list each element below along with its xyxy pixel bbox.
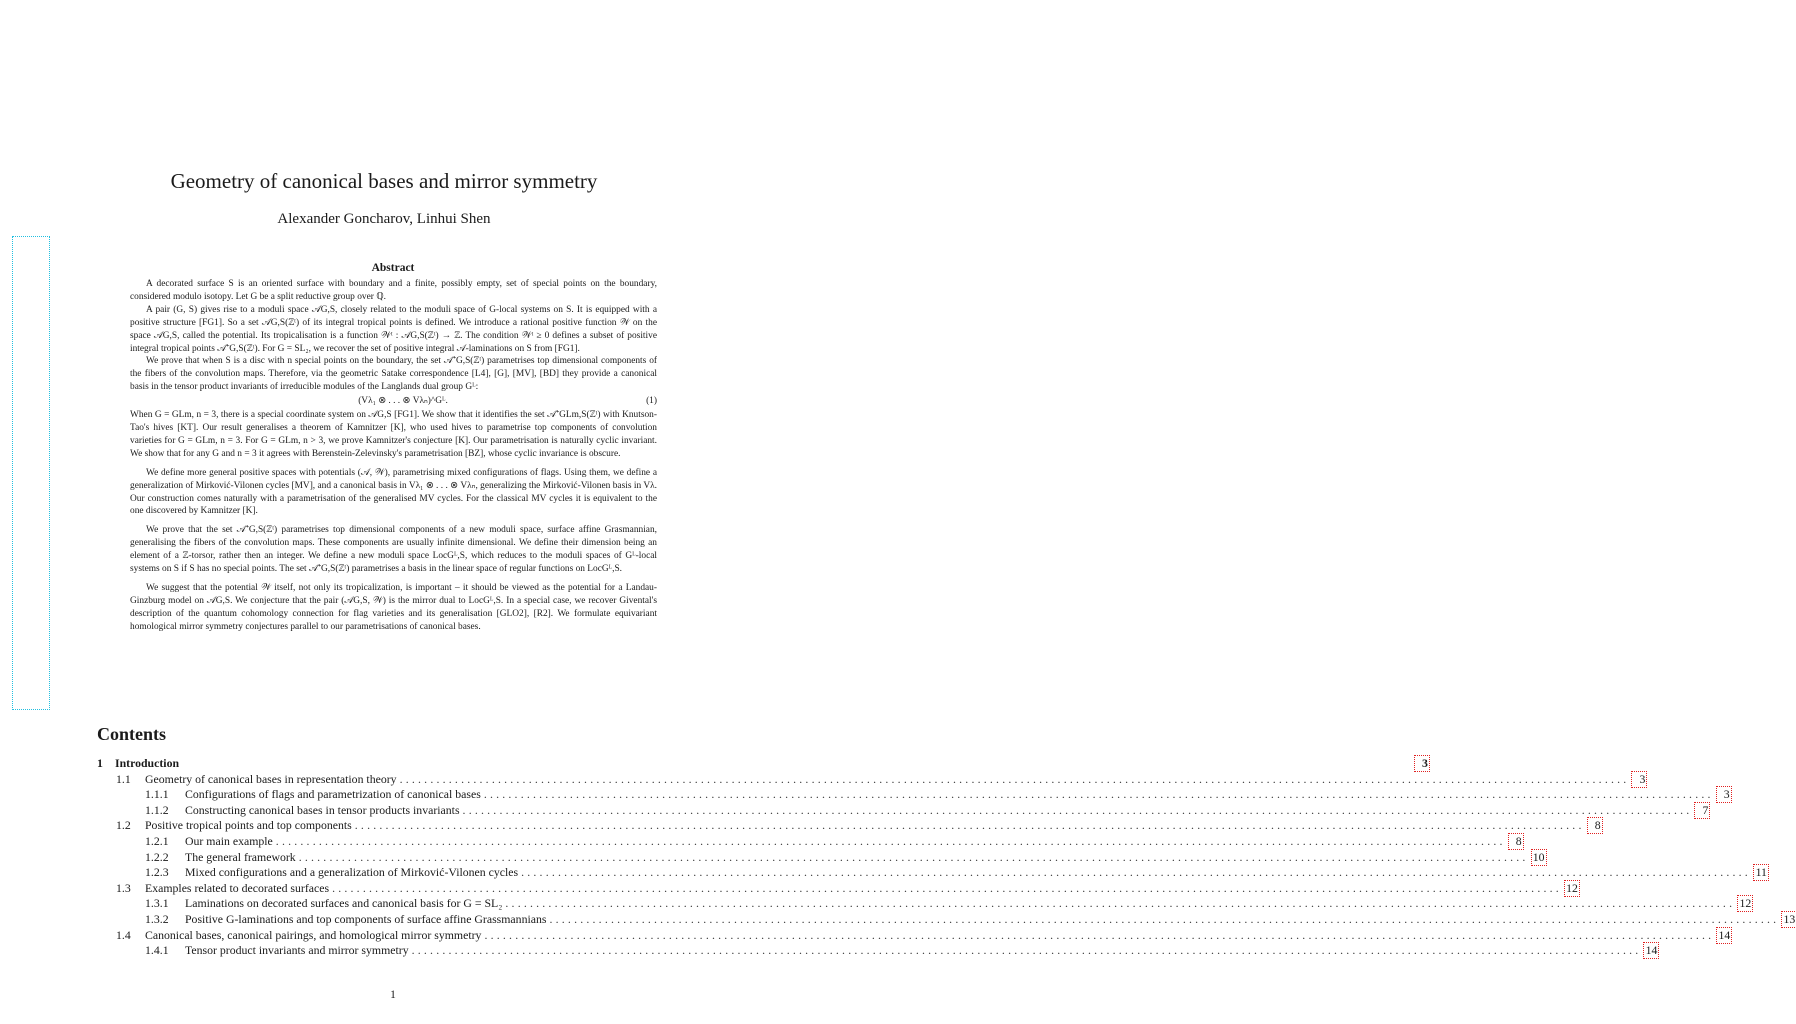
toc-number: 1.3 (116, 880, 131, 895)
toc-entry[interactable] (97, 865, 1767, 881)
abstract-paragraph: We suggest that the potential 𝒲 itself, not only its tropicalization, is important – it should be viewed as the potential for a Landau-Ginzburg model on 𝒜G,S. We conjecture that the pair (𝒜G,S, 𝒲) is the mirror dual to LocGᴸ,S. In a special case, we recover Givental's description of the quantum cohomology connection for flag varieties and its generalisation [GLO2], [R2]. We formulate equivariant homological mirror symmetry conjectures parallel to our parametrisations of canonical bases. (130, 582, 657, 632)
toc-page-link[interactable]: 3 (1415, 756, 1429, 771)
toc-entry[interactable] (97, 771, 1646, 788)
toc-leader-dots: ........................................................................................................................................................................................................ (411, 943, 1642, 958)
toc-page-link[interactable]: 12 (1739, 896, 1752, 911)
toc-title: Positive tropical points and top components (145, 818, 352, 833)
toc-title: Mixed configurations and a generalization of Mirković-Vilonen cycles (185, 865, 519, 880)
toc-leader-dots: ........................................................................................................................................................................................................ (462, 802, 1693, 817)
toc-entry[interactable] (97, 818, 1601, 834)
abstract-paragraph: A pair (G, S) gives rise to a moduli space 𝒜G,S, closely related to the moduli space of G-local systems on S. It is equipped with a positive structure [FG1]. So a set 𝒜G,S(ℤᵗ) of its integral tropical points is defined. We introduce a rational positive function 𝒲 on the space 𝒜G,S, called the potential. Its tropicalisation is a function 𝒲ᵗ : 𝒜G,S(ℤᵗ) → ℤ. The condition 𝒲ᵗ ≥ 0 defines a subset of positive integral tropical points 𝒜⁺G,S(ℤᵗ). For G = SL₂, we recover the set of positive integral 𝒜-laminations on S from [FG1]. (130, 304, 657, 354)
toc-page-link[interactable]: 13 (1783, 911, 1796, 926)
toc-page-link[interactable]: 3 (1632, 772, 1646, 787)
toc-number: 1.2.3 (145, 865, 169, 880)
toc-entry[interactable] (97, 911, 1796, 928)
abstract-paragraph: We prove that the set 𝒜⁺G,S(ℤᵗ) parametrises top dimensional components of a new moduli space, surface affine Grasmannian, generalising the fibers of the convolution maps. These components are usually infinite dimensional. We define their dimension being an element of a ℤ-torsor, rather then an integer. We define a new moduli space LocGᴸ,S, which reduces to the moduli spaces of Gᴸ-local systems on S if S has no special points. The set 𝒜⁺G,S(ℤᵗ) parametrises a basis in the linear space of regular functions on LocGᴸ,S. (130, 525, 657, 575)
abstract-heading: Abstract (371, 262, 415, 274)
toc-number: 1.4.1 (145, 943, 169, 958)
contents-heading: Contents (97, 724, 167, 744)
toc-page-link[interactable]: 12 (1566, 880, 1578, 895)
toc-number: 1.2.2 (145, 849, 169, 864)
toc-number: 1.1 (116, 771, 131, 786)
toc-leader-dots: ........................................................................................................................................................................................................ (275, 833, 1506, 848)
page-number: 1 (390, 989, 396, 1001)
equation-content: (Vλ₁ ⊗ . . . ⊗ Vλₙ)^Gᴸ. (358, 396, 448, 407)
abstract-paragraph: We prove that when S is a disc with n special points on the boundary, the set 𝒜⁺G,S(ℤᵗ) parametrises top dimensional components of the fibers of the convolution maps. Therefore, via the geometric Satake correspondence [L4], [G], [MV], [BD] they provide a canonical basis in the tensor product invariants of irreducible modules of the Langlands dual group Gᴸ: (130, 356, 657, 393)
toc-entry[interactable] (97, 943, 1658, 959)
toc-leader-dots: ........................................................................................................................................................................................................ (521, 865, 1751, 880)
toc-entry[interactable] (97, 849, 1545, 866)
toc-page-link[interactable]: 7 (1695, 803, 1709, 818)
toc-entry[interactable] (97, 787, 1730, 803)
abstract-paragraph: When G = GLm, n = 3, there is a special coordinate system on 𝒜G,S [FG1]. We show that it identifies the set 𝒜⁺GLm,S(ℤᵗ) with Knutson-Tao's hives [KT]. Our result generalises a theorem of Kamnitzer [K], who used hives to parametrise top components of convolution varieties for G = GLm, n = 3. For G = GLm, n > 3, we prove Kamnitzer's conjecture [K]. Our parametrisation is naturally cyclic invariant. We show that for any G and n = 3 it agrees with Berenstein-Zelevinsky's parametrisation [BZ], whose cyclic invariance is obscure. (130, 410, 657, 459)
toc-leader-dots: ........................................................................................................................................................................................................ (332, 880, 1562, 895)
arxiv-identifier-link-box[interactable] (12, 236, 50, 710)
toc-title: Geometry of canonical bases in representation theory (145, 771, 397, 786)
toc-entry[interactable] (97, 833, 1522, 850)
toc-page-link[interactable]: 8 (1588, 818, 1602, 833)
toc-number: 1.3.1 (145, 896, 169, 911)
toc-title: Tensor product invariants and mirror symmetry (185, 943, 409, 958)
toc-number: 1.3.2 (145, 911, 169, 926)
toc-number: 1.4 (116, 927, 131, 942)
toc-entry[interactable] (97, 927, 1731, 944)
toc-title: Our main example (185, 833, 273, 848)
toc-title: Canonical bases, canonical pairings, and homological mirror symmetry (145, 927, 482, 942)
toc-title: Introduction (115, 756, 180, 770)
toc-leader-dots: ........................................................................................................................................................................................................ (483, 787, 1714, 802)
paper-title: Geometry of canonical bases and mirror symmetry (170, 169, 598, 193)
table-of-contents (97, 756, 1796, 959)
abstract-paragraph: We define more general positive spaces with potentials (𝒜, 𝒲), parametrising mixed configurations of flags. Using them, we define a generalization of Mirković-Vilonen cycles [MV], and a canonical basis in Vλ₁ ⊗ . . . ⊗ Vλₙ, generalizing the Mirković-Vilonen basis in Vλ. Our construction comes naturally with a parametrisation of the generalised MV cycles. For the classical MV cycles it is equivalent to the one discovered by Kamnitzer [K]. (130, 467, 657, 517)
toc-leader-dots: ........................................................................................................................................................................................................ (549, 911, 1780, 926)
toc-page-link[interactable]: 14 (1645, 943, 1658, 958)
toc-number: 1.2 (116, 818, 131, 833)
toc-number: 1 (97, 756, 103, 770)
toc-page-link[interactable]: 14 (1718, 927, 1731, 942)
toc-leader-dots: ........................................................................................................................................................................................................ (399, 771, 1630, 786)
toc-page-link[interactable]: 10 (1532, 849, 1545, 864)
toc-title: Laminations on decorated surfaces and canonical basis for G = SL₂ (185, 896, 503, 911)
toc-page-link[interactable]: 8 (1509, 834, 1523, 849)
toc-number: 1.1.2 (145, 802, 169, 817)
toc-number: 1.1.1 (145, 787, 169, 802)
toc-title: The general framework (185, 849, 296, 864)
toc-title: Examples related to decorated surfaces (145, 880, 330, 895)
toc-entry[interactable] (97, 756, 1428, 772)
display-equation (130, 395, 657, 408)
equation-number: (1) (646, 396, 657, 407)
toc-page-link[interactable]: 3 (1717, 787, 1731, 802)
toc-leader-dots: ........................................................................................................................................................................................................ (505, 896, 1736, 911)
paper-authors: Alexander Goncharov, Linhui Shen (277, 211, 491, 227)
toc-entry[interactable] (97, 802, 1709, 819)
toc-title: Constructing canonical bases in tensor products invariants (185, 802, 460, 817)
toc-leader-dots: ........................................................................................................................................................................................................ (298, 849, 1529, 864)
toc-entry[interactable] (97, 880, 1578, 897)
abstract-paragraph: A decorated surface S is an oriented surface with boundary and a finite, possibly empty, set of special points on the boundary, considered modulo isotopy. Let G be a split reductive group over ℚ. (130, 279, 657, 302)
toc-leader-dots: ........................................................................................................................................................................................................ (484, 927, 1715, 942)
toc-title: Positive G-laminations and top components of surface affine Grassmannians (185, 911, 547, 926)
toc-page-link[interactable]: 11 (1755, 865, 1767, 880)
toc-leader-dots: ........................................................................................................................................................................................................ (354, 818, 1585, 833)
toc-entry[interactable] (97, 896, 1752, 912)
toc-title: Configurations of flags and parametrization of canonical bases (185, 787, 481, 802)
abstract-body (130, 278, 657, 678)
toc-number: 1.2.1 (145, 833, 169, 848)
